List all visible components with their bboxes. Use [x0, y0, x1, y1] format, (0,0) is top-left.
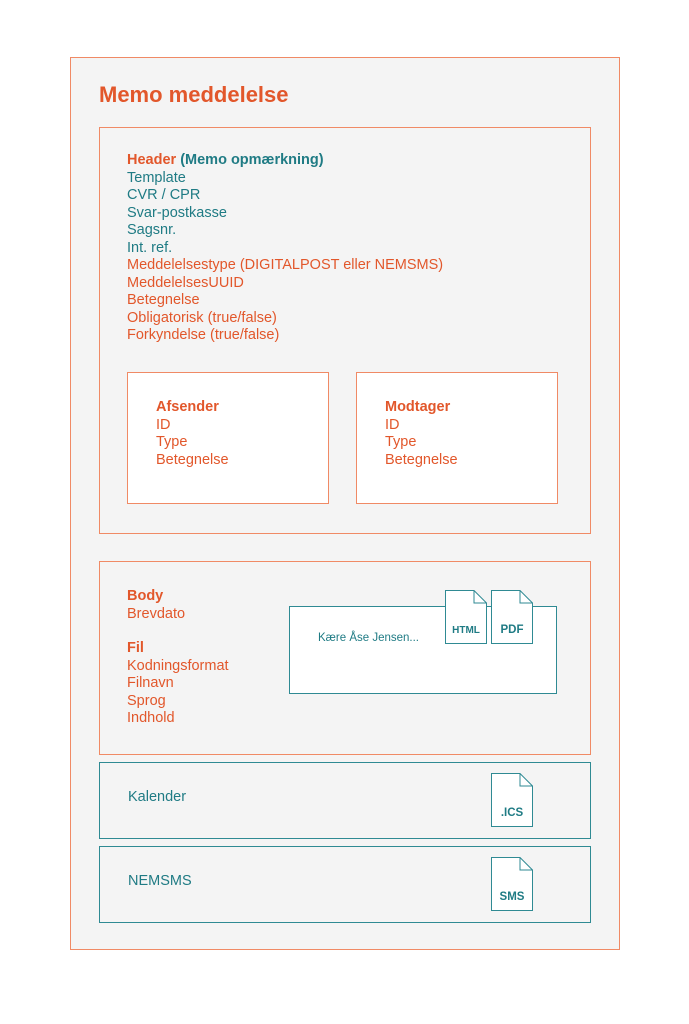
fil-field-indhold: Indhold [127, 710, 175, 726]
fil-field-filnavn: Filnavn [127, 675, 174, 691]
header-heading-row [127, 152, 443, 170]
header-field-forkyndelse: Forkyndelse (true/false) [127, 327, 280, 343]
modtager-field-type: Type [385, 434, 417, 450]
fil-field-kodningsformat: Kodningsformat [127, 657, 229, 674]
fil-fields [127, 640, 229, 728]
header-field-int-ref: Int. ref. [127, 239, 173, 256]
letter-preview-text: Kære Åse Jensen... [318, 632, 419, 644]
header-field-sagsnr: Sagsnr. [127, 222, 177, 238]
body-field-brevdato: Brevdato [127, 605, 186, 622]
modtager-fields [385, 399, 458, 469]
fil-heading: Fil [127, 640, 144, 656]
afsender-field-betegnelse: Betegnelse [156, 451, 229, 468]
header-field-template: Template [127, 169, 186, 186]
header-field-meddelelsesuuid: MeddelelsesUUID [127, 274, 244, 291]
html-file-label: HTML [452, 625, 480, 636]
body-heading: Body [127, 588, 164, 604]
nemsms-label: NEMSMS [128, 873, 192, 889]
afsender-field-type: Type [156, 434, 188, 450]
sms-file-label: SMS [499, 891, 525, 903]
header-field-obligatorisk: Obligatorisk (true/false) [127, 309, 277, 326]
modtager-field-betegnelse: Betegnelse [385, 451, 458, 468]
header-field-svar-postkasse: Svar-postkasse [127, 204, 227, 221]
header-fields [127, 152, 443, 345]
afsender-heading: Afsender [156, 399, 219, 415]
header-field-cvr-cpr: CVR / CPR [127, 187, 201, 203]
body-fields [127, 588, 185, 623]
pdf-file-label: PDF [500, 624, 524, 636]
kalender-label: Kalender [128, 789, 187, 805]
modtager-field-id: ID [385, 416, 400, 433]
header-field-meddelelsestype: Meddelelsestype (DIGITALPOST eller NEMSMS) [127, 257, 444, 273]
header-field-betegnelse: Betegnelse [127, 292, 200, 308]
afsender-fields [156, 399, 229, 469]
afsender-field-id: ID [156, 416, 171, 433]
header-heading: Header [127, 152, 177, 168]
fil-field-sprog: Sprog [127, 692, 166, 709]
modtager-heading: Modtager [385, 399, 451, 415]
ics-file-label: .ICS [500, 807, 524, 819]
header-heading-suffix: (Memo opmærkning) [180, 152, 324, 168]
memo-title: Memo meddelelse [99, 82, 289, 107]
